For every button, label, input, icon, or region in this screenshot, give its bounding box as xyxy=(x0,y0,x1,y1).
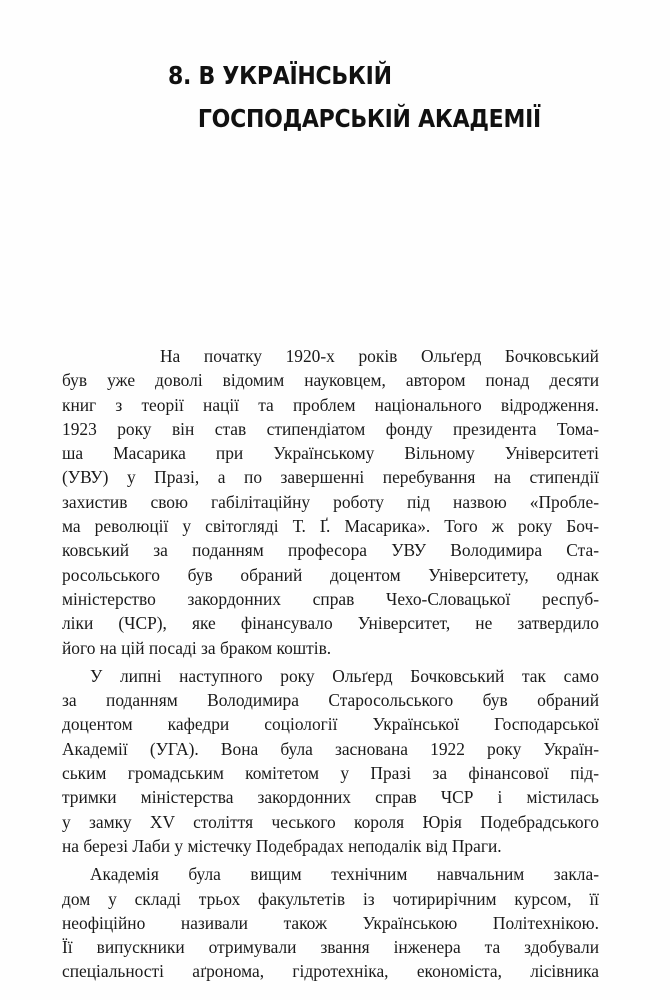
chapter-body xyxy=(62,344,599,984)
chapter-heading-line-1: 8. В УКРАЇНСЬКІЙ xyxy=(168,61,392,90)
text-line: Академія була вищим технічним навчальним закла- xyxy=(90,864,599,885)
text-line: Її випускники отримували звання інженера та здобували xyxy=(62,937,599,958)
text-line: Академії (УГА). Вона була заснована 1922 року Україн- xyxy=(62,738,599,759)
text-line: На початку 1920-х років Ольґерд Бочковський xyxy=(160,346,599,366)
text-line: (УВУ) у Празі, а по завершенні перебування на стипендії xyxy=(62,467,599,488)
text-line: тримки міністерства закордонних справ ЧСР і містилась xyxy=(62,787,599,808)
text-line: доцентом кафедри соціології Української Господарської xyxy=(62,714,599,735)
text-line: ма революції у світогляді Т. Ґ. Масарика». Того ж року Боч- xyxy=(62,516,599,537)
text-line: ським громадським комітетом у Празі за фінансової під- xyxy=(62,763,599,784)
text-line: спеціальності аґронома, гідротехніка, економіста, лісівника xyxy=(62,961,599,982)
text-line: ліки (ЧСР), яке фінансувало Університет, не затвердило xyxy=(62,613,599,634)
paragraph-3 xyxy=(62,862,599,983)
text-line: був уже доволі відомим науковцем, автором понад десяти xyxy=(62,370,599,391)
text-line: У липні наступного року Ольґерд Бочковський так само xyxy=(90,665,599,686)
text-line: міністерство закордонних справ Чехо-Словацької респуб- xyxy=(62,588,599,609)
chapter-heading-line-2: ГОСПОДАРСЬКІЙ АКАДЕМІЇ xyxy=(197,104,541,133)
text-line: захистив свою габілітаційну роботу під назвою «Пробле- xyxy=(62,491,599,512)
text-line: книг з теорії нації та проблем національного відродження. xyxy=(62,394,599,415)
text-line: неофіційно називали також Українською Політехнікою. xyxy=(62,912,599,933)
chapter-heading xyxy=(168,54,573,140)
paragraph-1 xyxy=(62,344,599,660)
text-line: ковський за поданням професора УВУ Володимира Ста- xyxy=(62,540,599,561)
text-line: за поданням Володимира Старосольського був обраний xyxy=(62,690,599,711)
text-line: ша Масарика при Українському Вільному Університеті xyxy=(62,443,599,464)
text-line: дом у складі трьох факультетів із чотирирічним курсом, її xyxy=(62,888,599,909)
paragraph-2 xyxy=(62,664,599,858)
text-line: 1923 року він став стипендіатом фонду президента Тома- xyxy=(62,418,599,439)
text-line: його на цій посаді за браком коштів. xyxy=(62,637,332,658)
text-line: у замку XV століття чеського короля Юрія Подебрадського xyxy=(62,811,599,832)
text-line: на березі Лаби у містечку Подебрадах неподалік від Праги. xyxy=(62,835,502,856)
text-line: росольського був обраний доцентом Університету, однак xyxy=(62,564,599,585)
